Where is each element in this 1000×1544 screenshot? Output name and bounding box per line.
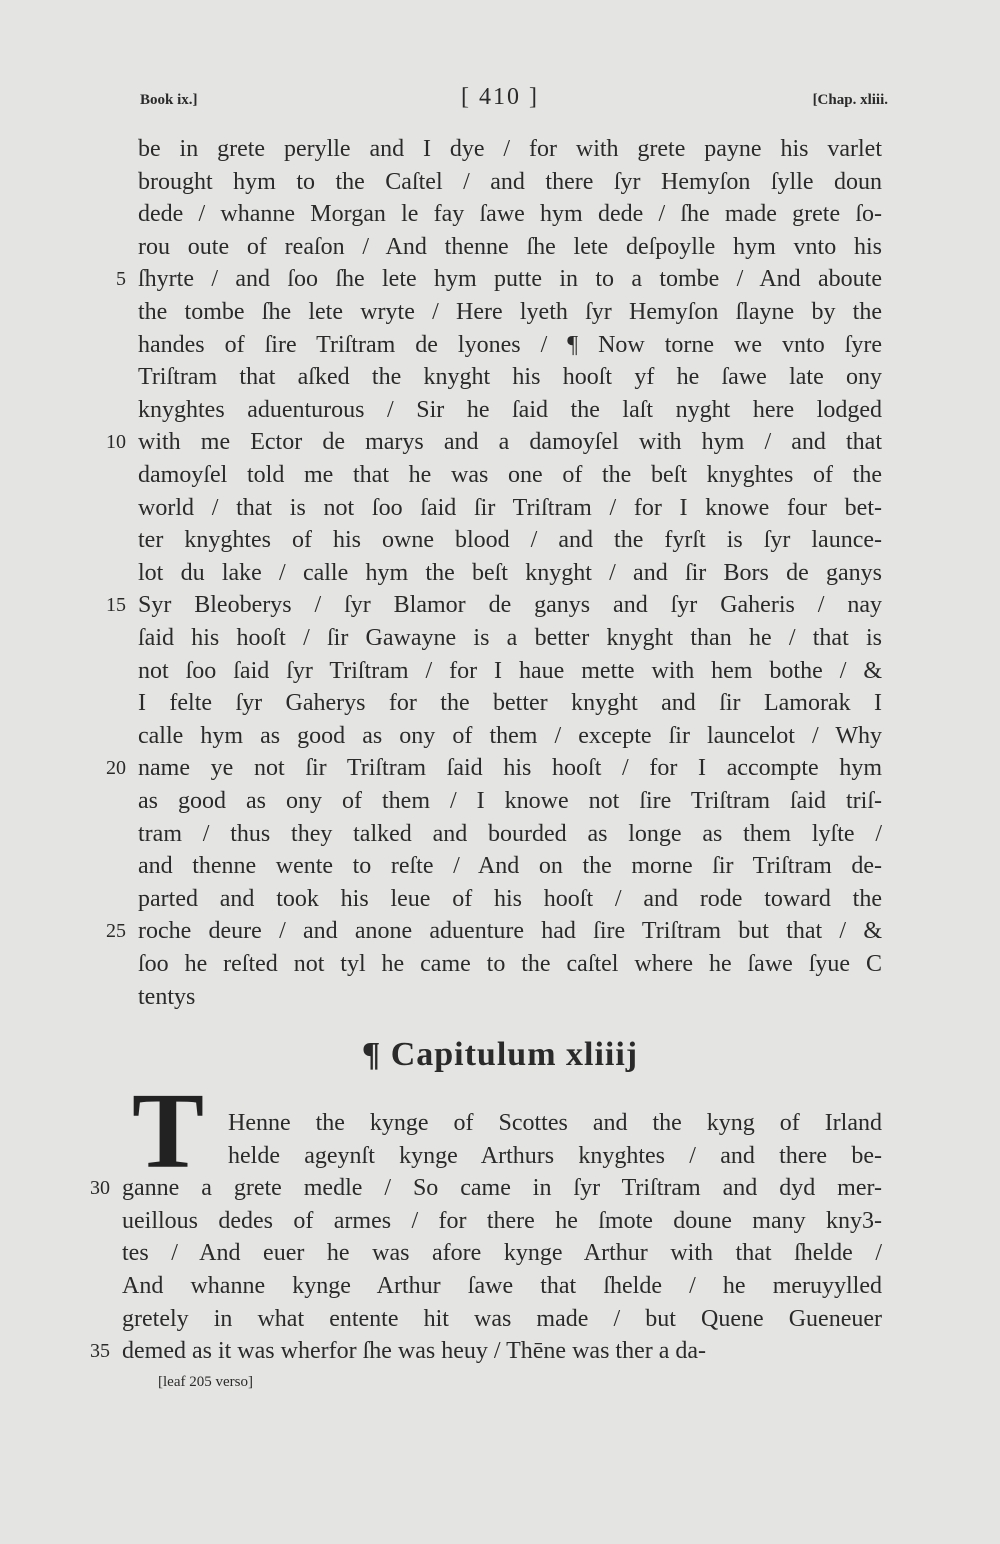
line-number: 10 [106, 431, 126, 454]
running-head-book: Book ix.] [140, 92, 198, 108]
text-line: ganne a grete medle / So came in ſyr Triſtram and dyd mer- [122, 1175, 882, 1202]
text-line: gretely in what entente hit was made / but Quene Gueneuer [122, 1305, 882, 1332]
text-line: And whanne kynge Arthur ſawe that ſhelde / he meruyylled [122, 1273, 882, 1299]
text-line: and thenne wente to reſte / And on the morne ſir Triſtram de- [138, 853, 882, 880]
text-line: as good as ony of them / I knowe not ſire Triſtram ſaid triſ- [138, 788, 882, 814]
text-line: the tombe ſhe lete wryte / Here lyeth ſyr Hemyſon ſlayne by the [138, 299, 882, 325]
text-line: be in grete perylle and I dye / for with grete payne his varlet [138, 136, 882, 162]
line-number: 35 [90, 1340, 110, 1363]
line-number: 15 [106, 594, 126, 617]
text-line: tram / thus they talked and bourded as longe as them lyſte / [138, 820, 882, 847]
drop-capital: T [131, 1072, 205, 1191]
running-head-chapter: [Chap. xliii. [812, 92, 888, 108]
text-line: roche deure / and anone aduenture had ſire Triſtram but that / & [138, 918, 882, 945]
text-line: demed as it was wherfor ſhe was heuy / Thēne was ther a da- [122, 1338, 707, 1365]
text-line: Syr Bleoberys / ſyr Blamor de ganys and ſyr Gaheris / nay [138, 592, 882, 619]
text-line: Henne the kynge of Scottes and the kyng of Irland [228, 1110, 882, 1136]
text-line: parted and took his leue of his hooſt / and rode toward the [138, 885, 882, 912]
text-line: handes of ſire Triſtram de lyones / ¶ Now torne we vnto ſyre [138, 331, 882, 358]
text-line: tes / And euer he was afore kynge Arthur with that ſhelde / [122, 1240, 882, 1267]
text-line: knyghtes aduenturous / Sir he ſaid the laſt nyght here lodged [138, 396, 882, 423]
leaf-note: [leaf 205 verso] [158, 1374, 253, 1390]
text-line: Triſtram that aſked the knyght his hooſt yf he ſawe late ony [138, 364, 882, 391]
text-line: not ſoo ſaid ſyr Triſtram / for I haue mette with hem bothe / & [138, 657, 882, 684]
text-line: rou oute of reaſon / And thenne ſhe lete deſpoylle hym vnto his [138, 233, 882, 260]
text-line: ſhyrte / and ſoo ſhe lete hym putte in to a tombe / And aboute [138, 266, 882, 293]
text-line: brought hym to the Caſtel / and there ſyr Hemyſon ſylle doun [138, 168, 882, 195]
line-number: 30 [90, 1177, 110, 1200]
line-number: 20 [106, 757, 126, 780]
text-line: world / that is not ſoo ſaid ſir Triſtram / for I knowe four bet- [138, 494, 882, 521]
text-line: with me Ector de marys and a damoyſel with hym / and that [138, 429, 882, 456]
text-line: damoyſel told me that he was one of the beſt knyghtes of the [138, 462, 882, 488]
line-number: 25 [106, 920, 126, 943]
text-line: ueillous dedes of armes / for there he ſmote doune many kny3- [122, 1207, 882, 1234]
text-line: I felte ſyr Gaherys for the better knyght and ſir Lamorak I [138, 690, 882, 717]
text-line: helde ageynſt kynge Arthurs knyghtes / and there be- [228, 1142, 882, 1169]
line-number: 5 [116, 268, 126, 291]
page-number: [ 410 ] [461, 84, 539, 110]
text-line: calle hym as good as ony of them / excepte ſir launcelot / Why [138, 722, 882, 749]
text-line: lot du lake / calle hym the beſt knyght / and ſir Bors de ganys [138, 559, 882, 586]
chapter-heading: ¶ Capitulum xliiij [361, 1036, 639, 1073]
text-line: ſoo he reſted not tyl he came to the caſtel where he ſawe ſyue C [138, 951, 882, 977]
text-line: tentys [138, 983, 196, 1010]
text-line: ter knyghtes of his owne blood / and the fyrſt is ſyr launce- [138, 527, 882, 554]
text-line: name ye not ſir Triſtram ſaid his hooſt / for I accompte hym [138, 755, 882, 782]
text-line: ſaid his hooſt / ſir Gawayne is a better knyght than he / that is [138, 625, 882, 651]
text-line: dede / whanne Morgan le fay ſawe hym dede / ſhe made grete ſo- [138, 201, 882, 228]
